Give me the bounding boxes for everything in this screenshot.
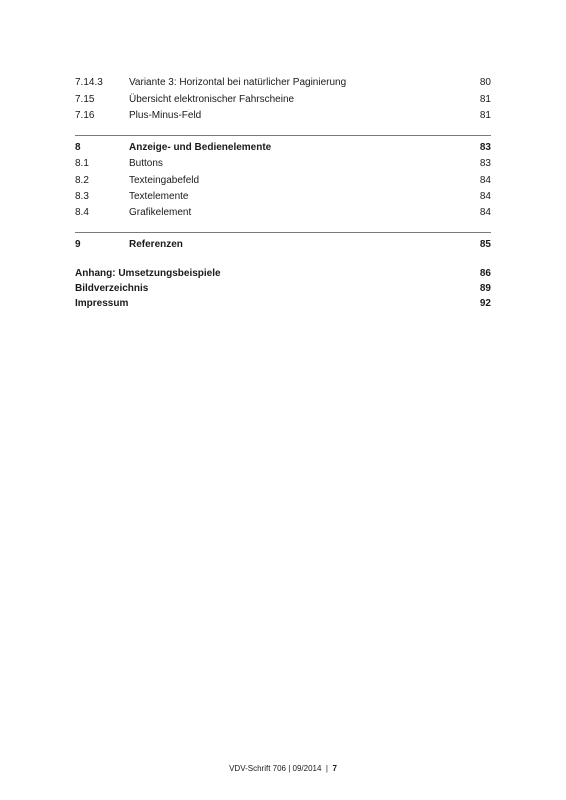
- toc-heading-page: 85: [479, 239, 491, 250]
- toc-entry-7-14-3[interactable]: [75, 77, 491, 89]
- toc-heading-8[interactable]: [75, 142, 491, 154]
- toc-entry-8-4[interactable]: [75, 207, 491, 219]
- toc-heading-title: Referenzen: [129, 239, 183, 250]
- toc-entry-title: Buttons: [129, 158, 163, 169]
- toc-heading-page: 83: [479, 142, 491, 153]
- section-divider: [75, 135, 491, 136]
- toc-heading-number: 9: [75, 239, 81, 250]
- toc-appendix-page: 89: [479, 283, 491, 294]
- toc-entry-title: Variante 3: Horizontal bei natürlicher Paginierung: [129, 77, 347, 88]
- toc-entry-number: 7.14.3: [75, 77, 103, 88]
- toc-appendix-bildverzeichnis[interactable]: [75, 283, 491, 295]
- footer-document-info: VDV-Schrift 706 | 09/2014: [229, 764, 322, 773]
- toc-entry-number: 8.2: [75, 175, 89, 186]
- toc-entry-7-15[interactable]: [75, 94, 491, 106]
- page-footer: [0, 764, 566, 774]
- toc-appendix-impressum[interactable]: [75, 298, 491, 310]
- toc-entry-page: 84: [479, 207, 491, 218]
- toc-heading-number: 8: [75, 142, 81, 153]
- toc-entry-7-16[interactable]: [75, 110, 491, 122]
- toc-entry-page: 81: [479, 110, 491, 121]
- toc-entry-title: Textelemente: [129, 191, 189, 202]
- toc-appendix-umsetzungsbeispiele[interactable]: [75, 268, 491, 280]
- toc-entry-page: 83: [479, 158, 491, 169]
- toc-entry-page: 84: [479, 175, 491, 186]
- section-divider: [75, 232, 491, 233]
- toc-heading-9[interactable]: [75, 239, 491, 251]
- toc-entry-title: Übersicht elektronischer Fahrscheine: [129, 94, 295, 105]
- footer-page-number: 7: [332, 764, 337, 773]
- toc-appendix-page: 86: [479, 268, 491, 279]
- toc-heading-title: Anzeige- und Bedienelemente: [129, 142, 272, 153]
- toc-entry-page: 80: [479, 77, 491, 88]
- toc-entry-number: 8.1: [75, 158, 89, 169]
- toc-entry-page: 84: [479, 191, 491, 202]
- footer-separator: |: [325, 764, 328, 773]
- toc-entry-page: 81: [479, 94, 491, 105]
- toc-entry-title: Plus-Minus-Feld: [129, 110, 202, 121]
- toc-entry-number: 8.3: [75, 191, 89, 202]
- toc-entry-title: Texteingabefeld: [129, 175, 200, 186]
- toc-entry-number: 8.4: [75, 207, 89, 218]
- toc-entry-8-1[interactable]: [75, 158, 491, 170]
- toc-entry-number: 7.15: [75, 94, 95, 105]
- toc-entry-8-3[interactable]: [75, 191, 491, 203]
- toc-appendix-title: Anhang: Umsetzungsbeispiele: [75, 268, 221, 279]
- toc-entry-8-2[interactable]: [75, 175, 491, 187]
- toc-appendix-title: Bildverzeichnis: [75, 283, 149, 294]
- toc-appendix-title: Impressum: [75, 298, 129, 309]
- toc-appendix-page: 92: [479, 298, 491, 309]
- toc-entry-number: 7.16: [75, 110, 95, 121]
- toc-entry-title: Grafikelement: [129, 207, 192, 218]
